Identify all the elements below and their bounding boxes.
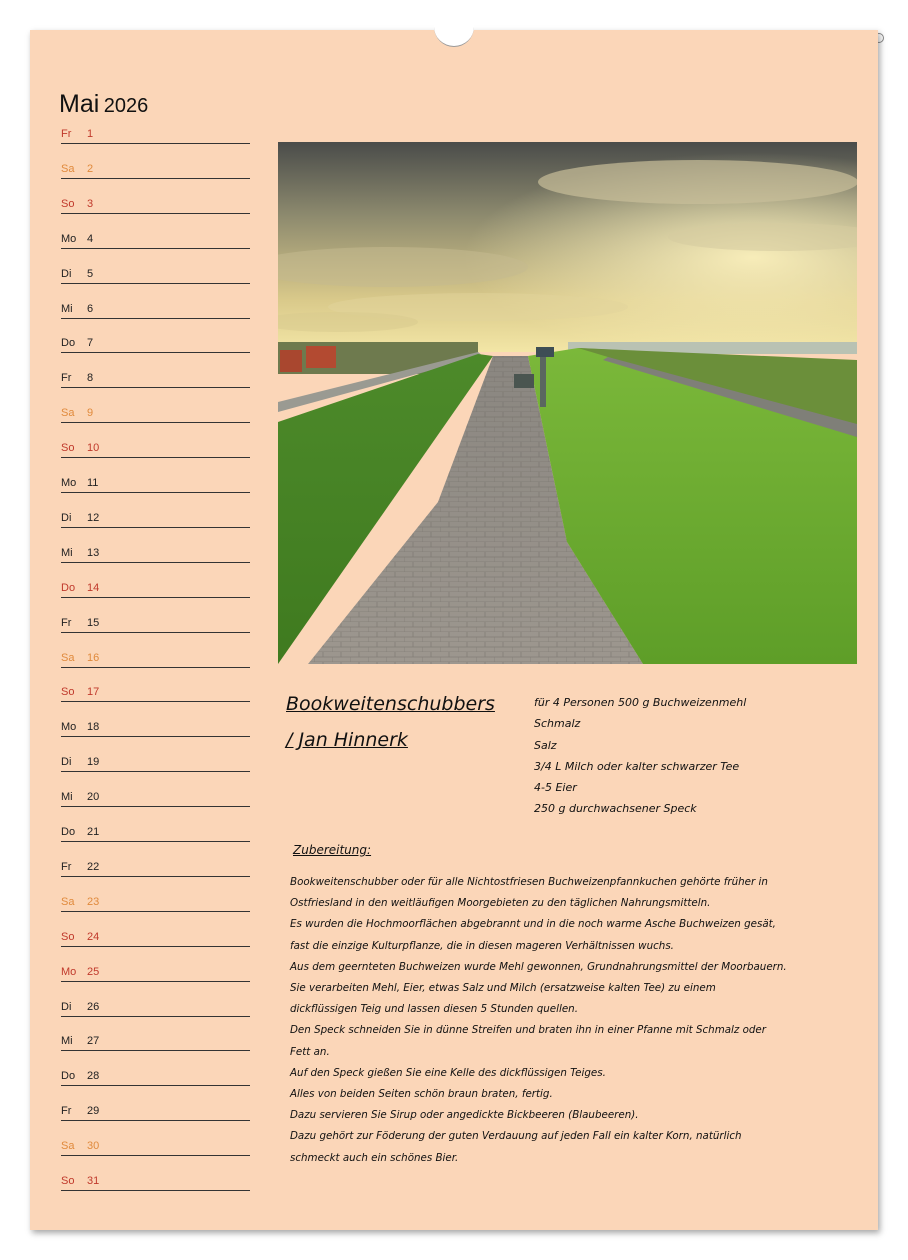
ingredient-line: 250 g durchwachsener Speck bbox=[534, 802, 697, 816]
day-row bbox=[61, 1000, 250, 1017]
ingredients-list bbox=[534, 692, 746, 820]
preparation-line: Sie verarbeiten Mehl, Eier, etwas Salz und Milch (ersatzweise kalten Tee) zu einem bbox=[290, 982, 716, 995]
day-name: Mi bbox=[61, 302, 73, 315]
day-row bbox=[61, 651, 250, 668]
day-row bbox=[61, 1174, 250, 1191]
day-row bbox=[61, 511, 250, 528]
day-number: 26 bbox=[87, 1000, 100, 1013]
day-number: 17 bbox=[87, 686, 100, 699]
day-name: Fr bbox=[61, 1105, 72, 1118]
day-name: Di bbox=[61, 1000, 72, 1013]
dike-path-photo bbox=[278, 142, 857, 664]
day-row bbox=[61, 755, 250, 772]
ingredient-line: 4-5 Eier bbox=[534, 781, 577, 795]
day-row bbox=[61, 1069, 250, 1086]
day-row bbox=[61, 441, 250, 458]
day-number: 4 bbox=[87, 232, 94, 245]
preparation-line: Alles von beiden Seiten schön braun braten, fertig. bbox=[290, 1088, 553, 1101]
preparation-line: fast die einzige Kulturpflanze, die in diesen mageren Verhältnissen wuchs. bbox=[290, 939, 674, 952]
day-number: 15 bbox=[87, 616, 100, 629]
day-row bbox=[61, 162, 250, 179]
day-name: So bbox=[61, 686, 75, 699]
day-number: 10 bbox=[87, 442, 100, 455]
day-number: 1 bbox=[87, 128, 94, 140]
day-name: So bbox=[61, 442, 75, 455]
day-number: 5 bbox=[87, 267, 94, 280]
day-row bbox=[61, 1139, 250, 1156]
day-name: Sa bbox=[61, 651, 75, 664]
day-row bbox=[61, 197, 250, 214]
day-number: 7 bbox=[87, 337, 94, 350]
day-row bbox=[61, 895, 250, 912]
day-row bbox=[61, 860, 250, 877]
day-number: 28 bbox=[87, 1070, 100, 1083]
preparation-line: schmeckt auch ein schönes Bier. bbox=[290, 1151, 459, 1164]
day-name: Do bbox=[61, 337, 76, 350]
ingredient-line: 3/4 L Milch oder kalter schwarzer Tee bbox=[534, 759, 740, 773]
year: 2026 bbox=[103, 95, 149, 117]
preparation-line: Es wurden die Hochmoorflächen abgebrannt und in die noch warme Asche Buchweizen gesät, bbox=[290, 918, 776, 931]
day-name: Mo bbox=[61, 965, 77, 978]
ingredient-line: für 4 Personen 500 g Buchweizenmehl bbox=[534, 696, 747, 709]
day-row bbox=[61, 616, 250, 633]
day-row bbox=[61, 546, 250, 563]
preparation-line: Bookweitenschubber oder für alle Nichtostfriesen Buchweizenpfannkuchen gehörte früher in bbox=[290, 876, 768, 888]
month-title bbox=[59, 90, 148, 119]
preparation-heading: Zubereitung: bbox=[293, 843, 372, 857]
day-number: 27 bbox=[87, 1035, 100, 1048]
day-row bbox=[61, 267, 250, 284]
day-number: 9 bbox=[87, 407, 94, 420]
day-name: Do bbox=[61, 581, 76, 594]
day-name: Mi bbox=[61, 546, 73, 559]
day-row bbox=[61, 825, 250, 842]
day-number: 14 bbox=[87, 581, 100, 594]
day-name: Mi bbox=[61, 791, 73, 804]
day-number: 20 bbox=[87, 791, 100, 804]
day-number: 23 bbox=[87, 895, 100, 908]
day-number: 30 bbox=[87, 1140, 100, 1153]
day-number: 12 bbox=[87, 511, 100, 524]
day-name: Di bbox=[61, 511, 72, 524]
ingredient-line: Salz bbox=[534, 738, 557, 752]
day-name: Di bbox=[61, 756, 72, 769]
preparation-line: dickflüssigen Teig und lassen diesen 5 Stunden quellen. bbox=[290, 1003, 578, 1016]
day-name: Di bbox=[61, 267, 72, 280]
day-name: Sa bbox=[61, 895, 75, 908]
day-number: 22 bbox=[87, 860, 100, 873]
ingredient-line: Schmalz bbox=[534, 717, 581, 731]
day-number: 16 bbox=[87, 651, 100, 664]
recipe-title-line1: Bookweitenschubbers bbox=[286, 693, 495, 715]
day-row bbox=[61, 720, 250, 737]
day-row bbox=[61, 930, 250, 947]
day-number: 21 bbox=[87, 826, 100, 838]
day-name: Do bbox=[61, 1070, 76, 1083]
day-number: 8 bbox=[87, 372, 94, 385]
day-name: Fr bbox=[61, 128, 72, 140]
day-number: 13 bbox=[87, 546, 100, 559]
day-row bbox=[61, 790, 250, 807]
day-name: Sa bbox=[61, 162, 75, 175]
day-name: Sa bbox=[61, 1140, 75, 1153]
day-number: 29 bbox=[87, 1105, 100, 1118]
day-row bbox=[61, 406, 250, 423]
day-number: 6 bbox=[87, 302, 94, 315]
day-row bbox=[61, 581, 250, 598]
preparation-line: Dazu gehört zur Föderung der guten Verdauung auf jeden Fall ein kalter Korn, natürlich bbox=[290, 1130, 742, 1143]
day-name: Mo bbox=[61, 477, 77, 489]
day-name: Mo bbox=[61, 721, 77, 734]
month-name: Mai bbox=[59, 90, 100, 118]
day-number: 19 bbox=[87, 756, 100, 769]
day-name: So bbox=[61, 197, 75, 210]
day-number: 11 bbox=[87, 477, 99, 489]
preparation-line: Fett an. bbox=[290, 1045, 330, 1058]
day-number: 2 bbox=[87, 162, 94, 175]
preparation-line: Dazu servieren Sie Sirup oder angedickte Bickbeeren (Blaubeeren). bbox=[290, 1109, 639, 1122]
day-name: Sa bbox=[61, 407, 75, 420]
day-row bbox=[61, 476, 250, 493]
preparation-line: Den Speck schneiden Sie in dünne Streifen und braten ihn in einer Pfanne mit Schmalz oder bbox=[290, 1024, 766, 1037]
day-name: Fr bbox=[61, 860, 72, 873]
recipe-title bbox=[286, 686, 495, 758]
recipe-title-line2: / Jan Hinnerk bbox=[286, 729, 408, 751]
day-number: 18 bbox=[87, 721, 100, 734]
preparation-line: Aus dem geernteten Buchweizen wurde Mehl gewonnen, Grundnahrungsmittel der Moorbauern. bbox=[290, 960, 787, 973]
day-row bbox=[61, 232, 250, 249]
day-row bbox=[61, 371, 250, 388]
day-name: So bbox=[61, 930, 75, 943]
day-number: 25 bbox=[87, 965, 100, 978]
day-name: Fr bbox=[61, 372, 72, 385]
day-row bbox=[61, 127, 250, 144]
day-number: 31 bbox=[87, 1175, 100, 1187]
day-name: Do bbox=[61, 826, 76, 838]
day-row bbox=[61, 336, 250, 353]
preparation-line: Ostfriesland in den weitläufigen Moorgebieten zu den täglichen Nahrungsmitteln. bbox=[290, 897, 711, 910]
day-name: Fr bbox=[61, 616, 72, 629]
day-name: Mo bbox=[61, 232, 77, 245]
day-row bbox=[61, 1034, 250, 1051]
day-row bbox=[61, 302, 250, 319]
day-name: Mi bbox=[61, 1035, 73, 1048]
preparation-text bbox=[290, 872, 850, 1169]
preparation-line: Auf den Speck gießen Sie eine Kelle des dickflüssigen Teiges. bbox=[290, 1066, 606, 1079]
day-row bbox=[61, 965, 250, 982]
day-name: So bbox=[61, 1175, 75, 1187]
day-row bbox=[61, 685, 250, 702]
day-number: 3 bbox=[87, 197, 94, 210]
day-row bbox=[61, 1104, 250, 1121]
day-number: 24 bbox=[87, 930, 100, 943]
